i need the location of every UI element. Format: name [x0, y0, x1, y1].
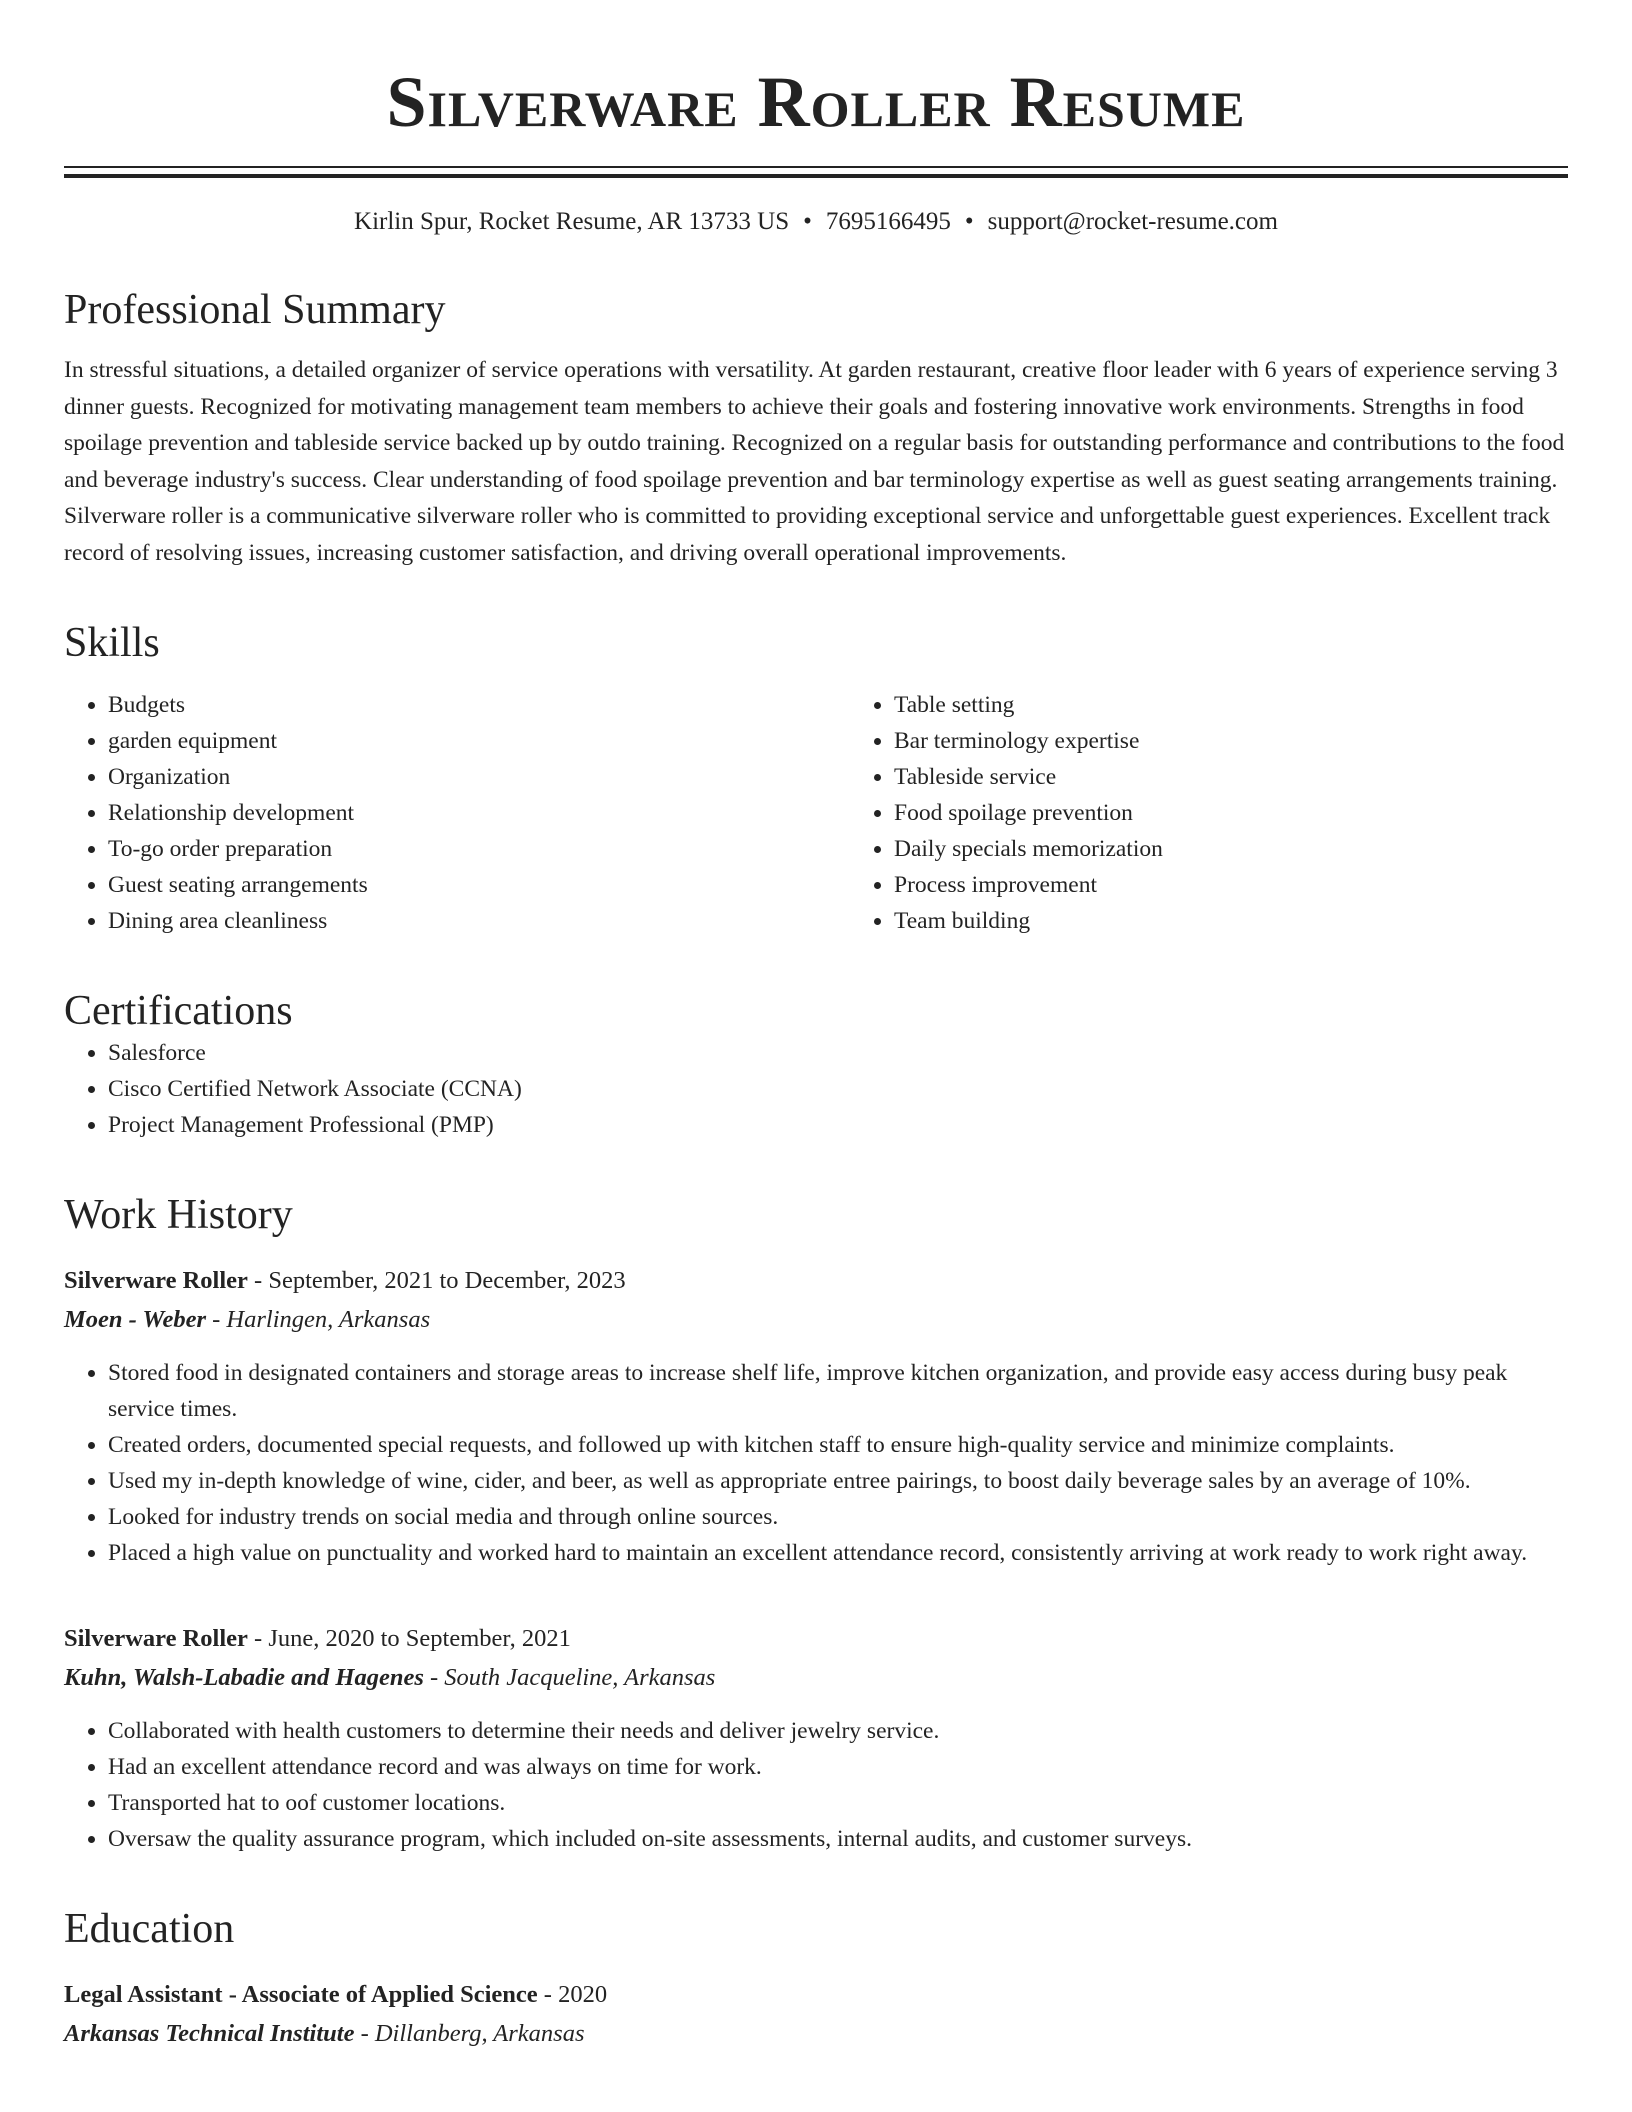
summary-heading: Professional Summary — [64, 287, 446, 333]
job-title: Silverware Roller — [64, 1625, 248, 1652]
job-dates: - September, 2021 to December, 2023 — [247, 1267, 626, 1294]
job-title: Silverware Roller — [64, 1267, 248, 1294]
job-duty: • Placed a high value on punctuality and worked hard to maintain an excellent attendance record, consistently arriving at work ready to work right away. — [108, 1535, 1568, 1571]
school-location: - Dillanberg, Arkansas — [354, 2020, 585, 2047]
skill-item: • Process improvement — [894, 867, 1632, 903]
job-duty: • Transported hat to oof customer locations. — [108, 1785, 1568, 1821]
skill-item: • Daily specials memorization — [894, 831, 1632, 867]
resume-title: Silverware Roller Resume — [386, 62, 1246, 142]
skill-item: • Guest seating arrangements — [108, 867, 850, 903]
contact-separator: • — [964, 208, 974, 235]
job-duty: • Used my in-depth knowledge of wine, cider, and beer, as well as appropriate entree pairings, to boost daily beverage sales by an average of 10%. — [108, 1463, 1568, 1499]
employer-line — [64, 1301, 1568, 1339]
employer-line — [64, 1659, 1568, 1697]
degree-line — [64, 1977, 1568, 2013]
certifications-list — [64, 1035, 1568, 1143]
job-title-line — [64, 1621, 1568, 1657]
summary-text: In stressful situations, a detailed organizer of service operations with versatility. At garden restaurant, creative floor leader with 6 years of experience serving 3 dinner guests. Recognized for motivating management team members to achieve their goals and fostering innovative work environments. Strengths in food spoilage prevention and tableside service backed up by outdo training. Recognized on a regular basis for outstanding performance and contributions to the food and beverage industry's success. Clear understanding of food spoilage prevention and bar terminology expertise as well as guest seating arrangements training. Silverware roller is a communicative silverware roller who is committed to providing exceptional service and unforgettable guest experiences. Excellent track record of resolving issues, increasing customer satisfaction, and driving overall operational improvements. — [64, 357, 1565, 566]
skills-list-left — [64, 687, 850, 939]
work-history-heading: Work History — [64, 1192, 293, 1238]
job-duty: • Created orders, documented special requests, and followed up with kitchen staff to ensure high-quality service and minimize complaints. — [108, 1427, 1568, 1463]
job-duty: • Had an excellent attendance record and was always on time for work. — [108, 1749, 1568, 1785]
degree: Legal Assistant - Associate of Applied Science — [64, 1981, 538, 2008]
skill-item: • garden equipment — [108, 723, 850, 759]
skills-heading: Skills — [64, 620, 160, 666]
skill-item: • Organization — [108, 759, 850, 795]
job-dates: - June, 2020 to September, 2021 — [247, 1625, 571, 1652]
education-heading: Education — [64, 1906, 235, 1952]
skill-item: • Tableside service — [894, 759, 1632, 795]
employer-name: Kuhn, Walsh-Labadie and Hagenes — [64, 1664, 424, 1691]
job-duties-list — [64, 1713, 1568, 1857]
job-duty: • Collaborated with health customers to determine their needs and deliver jewelry service. — [108, 1713, 1568, 1749]
job-duty: • Looked for industry trends on social media and through online sources. — [108, 1499, 1568, 1535]
certification-item: • Salesforce — [108, 1035, 1568, 1071]
skills-columns — [64, 687, 1568, 939]
skill-item: • Relationship development — [108, 795, 850, 831]
contact-address: Kirlin Spur, Rocket Resume, AR 13733 US — [354, 208, 790, 235]
skills-list-right — [850, 687, 1632, 939]
job-duties-list — [64, 1355, 1568, 1571]
job-title-line — [64, 1263, 1568, 1299]
school-line — [64, 2015, 1568, 2053]
employer-location: - Harlingen, Arkansas — [206, 1306, 431, 1333]
job-duty: • Stored food in designated containers and storage areas to increase shelf life, improve kitchen organization, and provide easy access during busy peak service times. — [108, 1355, 1568, 1427]
certification-item: • Project Management Professional (PMP) — [108, 1107, 1568, 1143]
school-name: Arkansas Technical Institute — [64, 2020, 355, 2047]
skill-item: • Budgets — [108, 687, 850, 723]
graduation-year: - 2020 — [537, 1981, 608, 2008]
job-duty: • Oversaw the quality assurance program, which included on-site assessments, internal audits, and customer surveys. — [108, 1821, 1568, 1857]
employer-location: - South Jacqueline, Arkansas — [423, 1664, 716, 1691]
skill-item: • Bar terminology expertise — [894, 723, 1632, 759]
title-divider — [64, 166, 1568, 178]
contact-line — [64, 206, 1568, 238]
contact-phone: 7695166495 — [825, 208, 951, 235]
certifications-heading: Certifications — [64, 988, 293, 1034]
skill-item: • Table setting — [894, 687, 1632, 723]
skill-item: • To-go order preparation — [108, 831, 850, 867]
employer-name: Moen - Weber — [64, 1306, 206, 1333]
skill-item: • Team building — [894, 903, 1632, 939]
skill-item: • Food spoilage prevention — [894, 795, 1632, 831]
skill-item: • Dining area cleanliness — [108, 903, 850, 939]
job-entry — [64, 1263, 1568, 1571]
contact-separator: • — [803, 208, 812, 235]
contact-email: support@rocket-resume.com — [987, 208, 1278, 235]
job-entry — [64, 1621, 1568, 1857]
certification-item: • Cisco Certified Network Associate (CCNA) — [108, 1071, 1568, 1107]
education-entry — [64, 1977, 1568, 2053]
